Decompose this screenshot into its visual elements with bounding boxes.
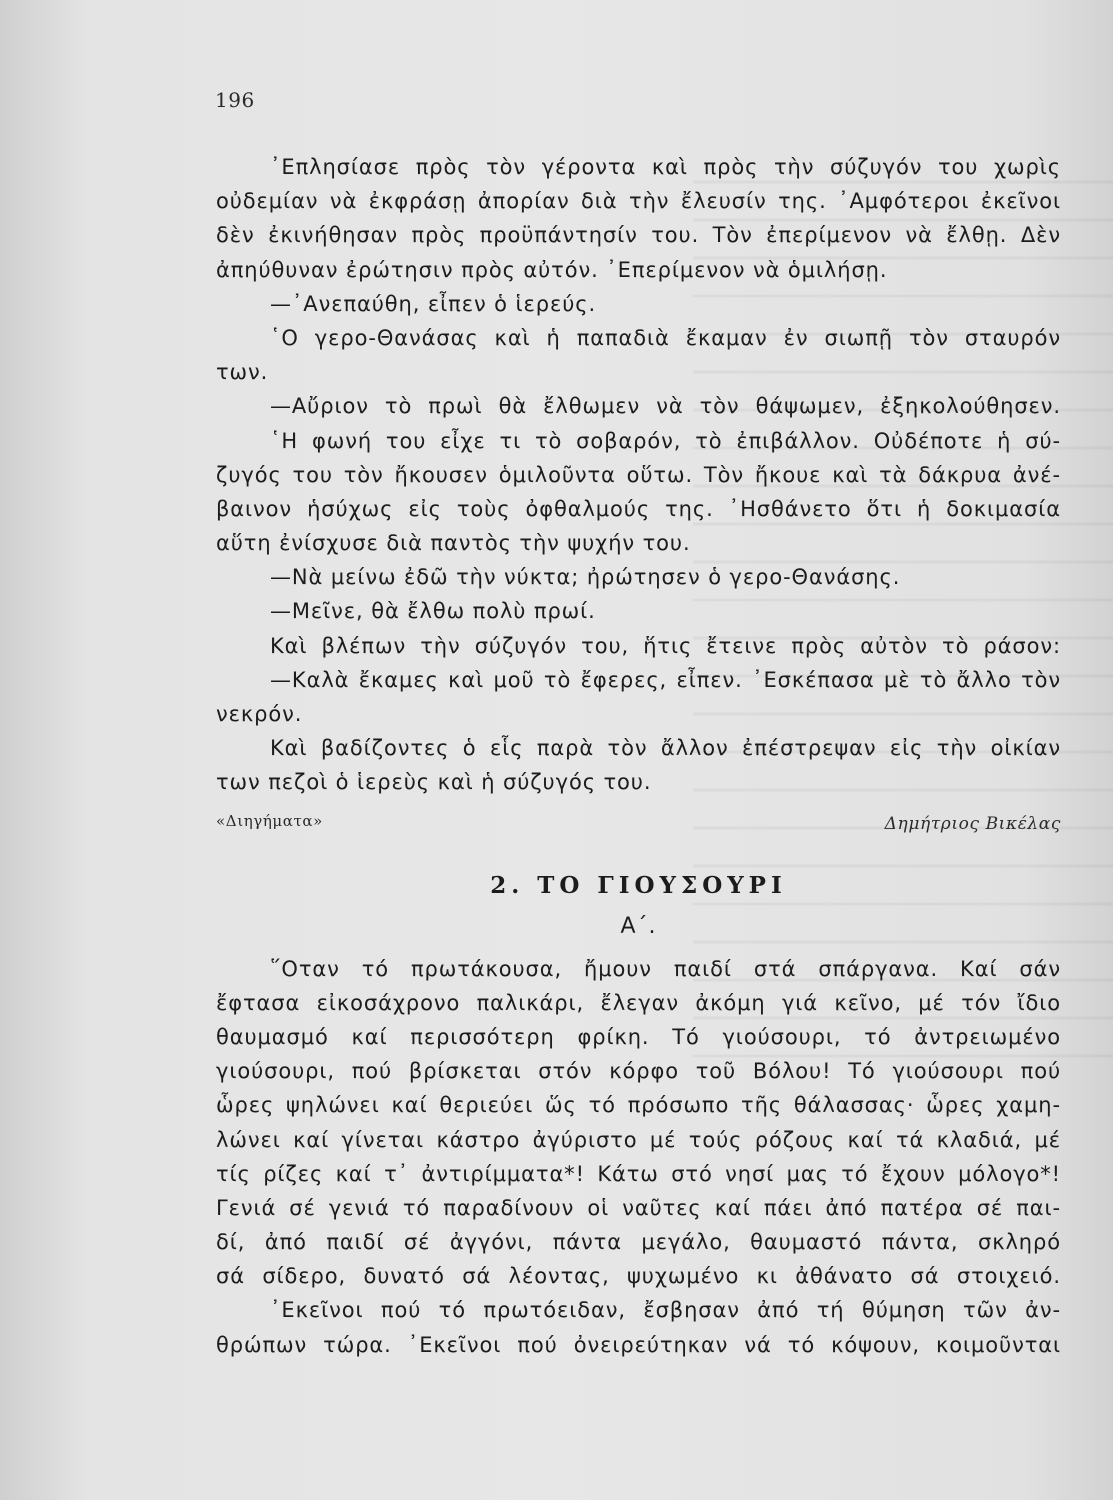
- text-line: ᾿Εκεῖνοι πού τό πρωτόειδαν, ἔσβησαν ἀπό τή θύμηση τῶν ἀν-: [270, 1298, 1061, 1323]
- text-line: —Νὰ μείνω ἐδῶ τὴν νύκτα; ἠρώτησεν ὁ γερο-Θανάσης.: [270, 565, 901, 590]
- text-line: ᾿Επλησίασε πρὸς τὸν γέροντα καὶ πρὸς τὴν σύζυγόν του χωρὶς: [270, 155, 1061, 179]
- text-block: [216, 150, 1061, 1362]
- text-line: Καὶ βλέπων τὴν σύζυγόν του, ἥτις ἔτεινε πρὸς αὐτὸν τὸ ράσον:: [270, 633, 1061, 658]
- text-line: δὲν ἐκινήθησαν πρὸς προϋπάντησίν του. Τὸν ἐπερίμενον νὰ ἔλθῃ. Δὲν: [216, 223, 1061, 248]
- text-line: βαινον ἡσύχως εἰς τοὺς ὀφθαλμούς της. ᾿Ησθάνετο ὅτι ἡ δοκιμασία: [216, 496, 1061, 521]
- text-line: θρώπων τώρα. ᾿Εκεῖνοι πού ὀνειρεύτηκαν νά τό κόψουν, κοιμοῦνται: [216, 1332, 1061, 1357]
- text-line: λώνει καί γίνεται κάστρο ἀγύριστο μέ τούς ρόζους καί τά κλαδιά, μέ: [216, 1127, 1061, 1152]
- narrative-lower: [216, 952, 1061, 1362]
- text-line: —Καλὰ ἔκαμες καὶ μοῦ τὸ ἔφερες, εἶπεν. ᾿Εσκέπασα μὲ τὸ ἄλλο τὸν: [270, 667, 1061, 692]
- text-line: των πεζοὶ ὁ ἱερεὺς καὶ ἡ σύζυγός του.: [216, 770, 652, 795]
- text-line: οὐδεμίαν νὰ ἐκφράσῃ ἀπορίαν διὰ τὴν ἔλευσίν της. ᾿Αμφότεροι ἐκεῖνοι: [216, 189, 1061, 214]
- text-line: των.: [216, 360, 269, 385]
- text-line: ζυγός του τὸν ἤκουσεν ὁμιλοῦντα οὕτω. Τὸν ἤκουε καὶ τὰ δάκρυα ἀνέ-: [216, 462, 1061, 487]
- text-line: ἔφτασα εἰκοσάχρονο παλικάρι, ἔλεγαν ἀκόμη γιά κεῖνο, μέ τόν ἴδιο: [216, 990, 1061, 1015]
- text-line: σά σίδερο, δυνατό σά λέοντας, ψυχωμένο κι ἀθάνατο σά στοιχειό.: [216, 1264, 1061, 1289]
- text-line: —᾿Ανεπαύθη, εἶπεν ὁ ἱερεύς.: [270, 291, 597, 316]
- section-title: 2. ΤΟ ΓΙΟΥΣΟΥΡΙ: [490, 871, 787, 899]
- text-line: —Αὔριον τὸ πρωὶ θὰ ἔλθωμεν νὰ τὸν θάψωμεν, ἐξηκολούθησεν.: [270, 394, 1061, 419]
- attribution-author: Δημήτριος Βικέλας: [884, 813, 1061, 834]
- text-line: θαυμασμό καί περισσότερη φρίκη. Τό γιούσουρι, τό ἀντρειωμένο: [216, 1024, 1061, 1049]
- attribution: [216, 804, 1061, 844]
- text-line: αὕτη ἐνίσχυσε διὰ παντὸς τὴν ψυχήν του.: [216, 531, 691, 556]
- text-line: ἀπηύθυναν ἐρώτησιν πρὸς αὐτόν. ᾿Επερίμενον νὰ ὁμιλήσῃ.: [216, 257, 888, 282]
- section-subtitle: Α΄.: [620, 913, 657, 939]
- narrative-upper: [216, 150, 1061, 800]
- page-number: 196: [215, 88, 255, 112]
- text-line: —Μεῖνε, θὰ ἔλθω πολὺ πρωί.: [270, 599, 596, 624]
- text-line: ῾Ο γερο-Θανάσας καὶ ἡ παπαδιὰ ἔκαμαν ἐν σιωπῇ τὸν σταυρόν: [270, 325, 1061, 350]
- text-line: δί, ἀπό παιδί σέ ἀγγόνι, πάντα μεγάλο, θαυμαστό πάντα, σκληρό: [216, 1230, 1061, 1255]
- attribution-source: «Διηγήματα»: [216, 811, 323, 830]
- text-line: τίς ρίζες καί τ᾿ ἀντιρίμματα*! Κάτω στό νησί μας τό ἔχουν μόλογο*!: [216, 1161, 1061, 1186]
- text-line: νεκρόν.: [216, 702, 303, 726]
- text-line: Καὶ βαδίζοντες ὁ εἷς παρὰ τὸν ἄλλον ἐπέστρεψαν εἰς τὴν οἰκίαν: [270, 736, 1061, 761]
- text-line: ῞Οταν τό πρωτάκουσα, ἤμουν παιδί στά σπάργανα. Καί σάν: [270, 956, 1061, 981]
- text-line: ὧρες ψηλώνει καί θεριεύει ὥς τό πρόσωπο τῆς θάλασσας· ὧρες χαμη-: [216, 1093, 1061, 1118]
- text-line: γιούσουρι, πού βρίσκεται στόν κόρφο τοῦ Βόλου! Τό γιούσουρι πού: [216, 1059, 1061, 1084]
- text-line: Γενιά σέ γενιά τό παραδίνουν οἱ ναῦτες καί πάει ἀπό πατέρα σέ παι-: [216, 1195, 1061, 1220]
- text-line: ῾Η φωνή του εἶχε τι τὸ σοβαρόν, τὸ ἐπιβάλλον. Οὐδέποτε ἡ σύ-: [270, 428, 1061, 453]
